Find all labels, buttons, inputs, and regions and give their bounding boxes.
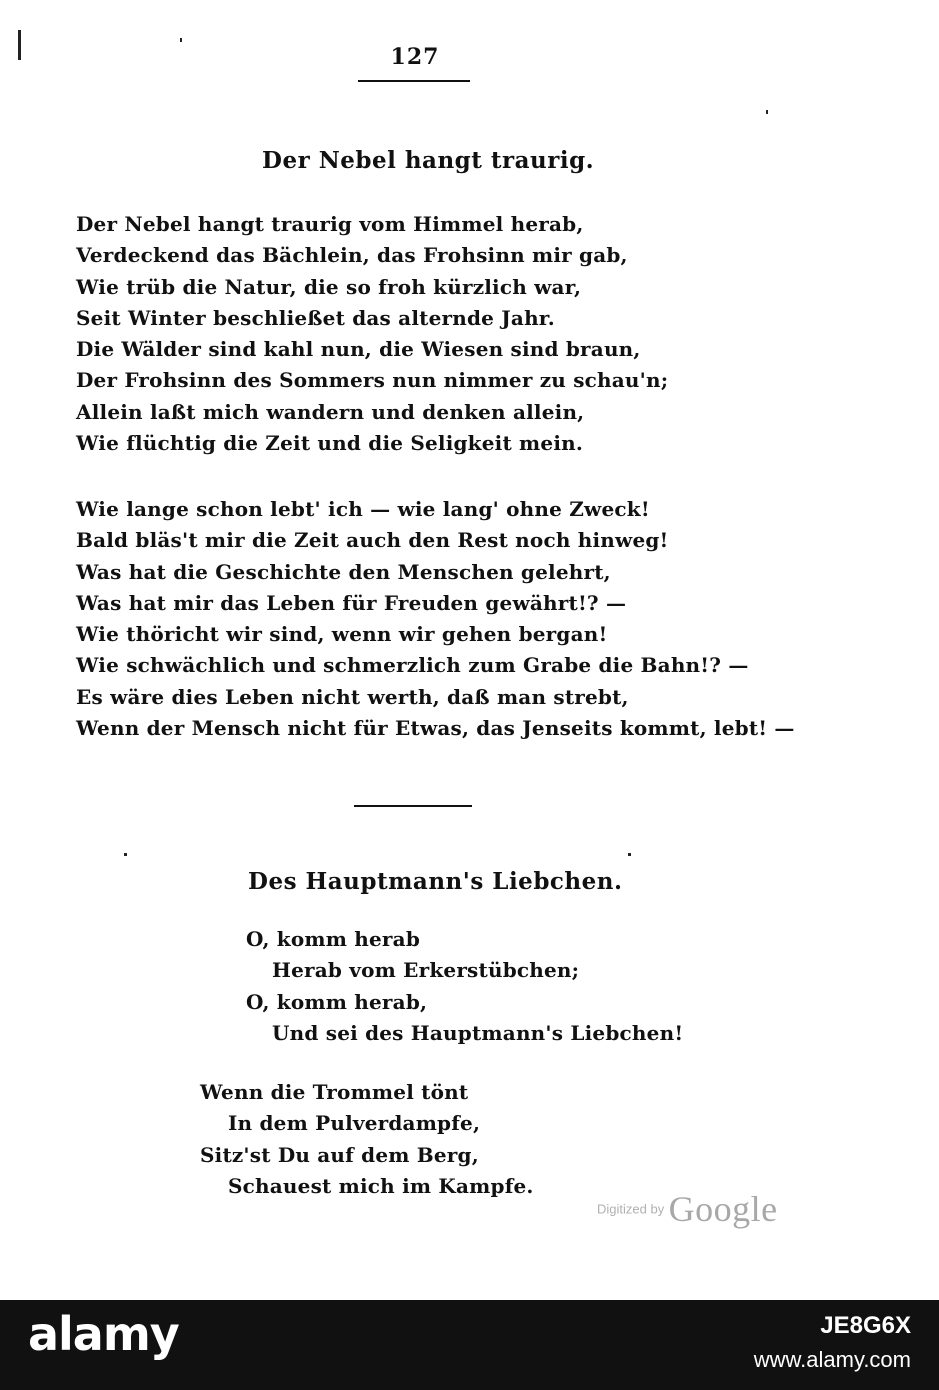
poem-liebchen-stanza-1 [246,924,683,1049]
poem-nebel-stanza-1 [76,209,668,459]
verse-line: Sitz'st Du auf dem Berg, [200,1142,479,1167]
verse-line: Seit Winter beschließet das alternde Jahr. [76,305,555,330]
verse-line: Der Nebel hangt traurig vom Himmel herab, [76,212,584,236]
verse-line: Was hat mir das Leben für Freuden gewährt!? — [76,590,627,615]
poem-separator-rule [354,805,472,807]
verse-line: Die Wälder sind kahl nun, die Wiesen sind braun, [76,337,641,362]
verse-line: O, komm herab [246,927,421,951]
scan-speck [180,38,182,42]
verse-line: Wie flüchtig die Zeit und die Seligkeit mein. [76,431,584,456]
poem-title-liebchen: Des Hauptmann's Liebchen. [248,868,623,895]
stock-url: www.alamy.com [753,1347,911,1372]
verse-line: Was hat die Geschichte den Menschen gelehrt, [76,559,611,584]
verse-line: Wie lange schon lebt' ich — wie lang' ohne Zweck! [76,497,650,521]
verse-line: Wie schwächlich und schmerzlich zum Grabe die Bahn!? — [76,653,749,678]
poem-liebchen-stanza-2 [200,1077,534,1202]
poem-nebel-stanza-2 [76,494,795,744]
stock-image-id: JE8G6X [820,1312,911,1339]
google-logo: Google [668,1189,778,1229]
digitized-by-watermark [597,1188,778,1230]
verse-line: Wenn der Mensch nicht für Etwas, das Jenseits kommt, lebt! — [76,716,795,741]
verse-line: Der Frohsinn des Sommers nun nimmer zu schau'n; [76,368,669,393]
page-number: 127 [390,44,440,70]
verse-line: Wenn die Trommel tönt [200,1080,469,1104]
scan-speck [628,853,631,856]
verse-line: Herab vom Erkerstübchen; [272,958,580,983]
alamy-logo: alamy [28,1307,179,1361]
verse-line: Es wäre dies Leben nicht werth, daß man strebt, [76,684,629,709]
page-number-rule [358,80,470,82]
verse-line: Und sei des Hauptmann's Liebchen! [272,1020,684,1045]
verse-line: O, komm herab, [246,989,428,1014]
verse-line: Verdeckend das Bächlein, das Frohsinn mir gab, [76,243,628,268]
poem-title-nebel: Der Nebel hangt traurig. [262,147,595,174]
verse-line: In dem Pulverdampfe, [228,1111,481,1136]
verse-line: Schauest mich im Kampfe. [228,1173,534,1198]
scan-speck [124,853,127,856]
verse-line: Wie thöricht wir sind, wenn wir gehen bergan! [76,622,608,647]
watermark-prefix: Digitized by [597,1201,665,1217]
scan-speck [18,30,21,60]
verse-line: Bald bläs't mir die Zeit auch den Rest noch hinweg! [76,528,669,553]
verse-line: Wie trüb die Natur, die so froh kürzlich war, [76,274,582,299]
verse-line: Allein laßt mich wandern und denken allein, [76,399,585,424]
scan-speck [766,110,768,114]
